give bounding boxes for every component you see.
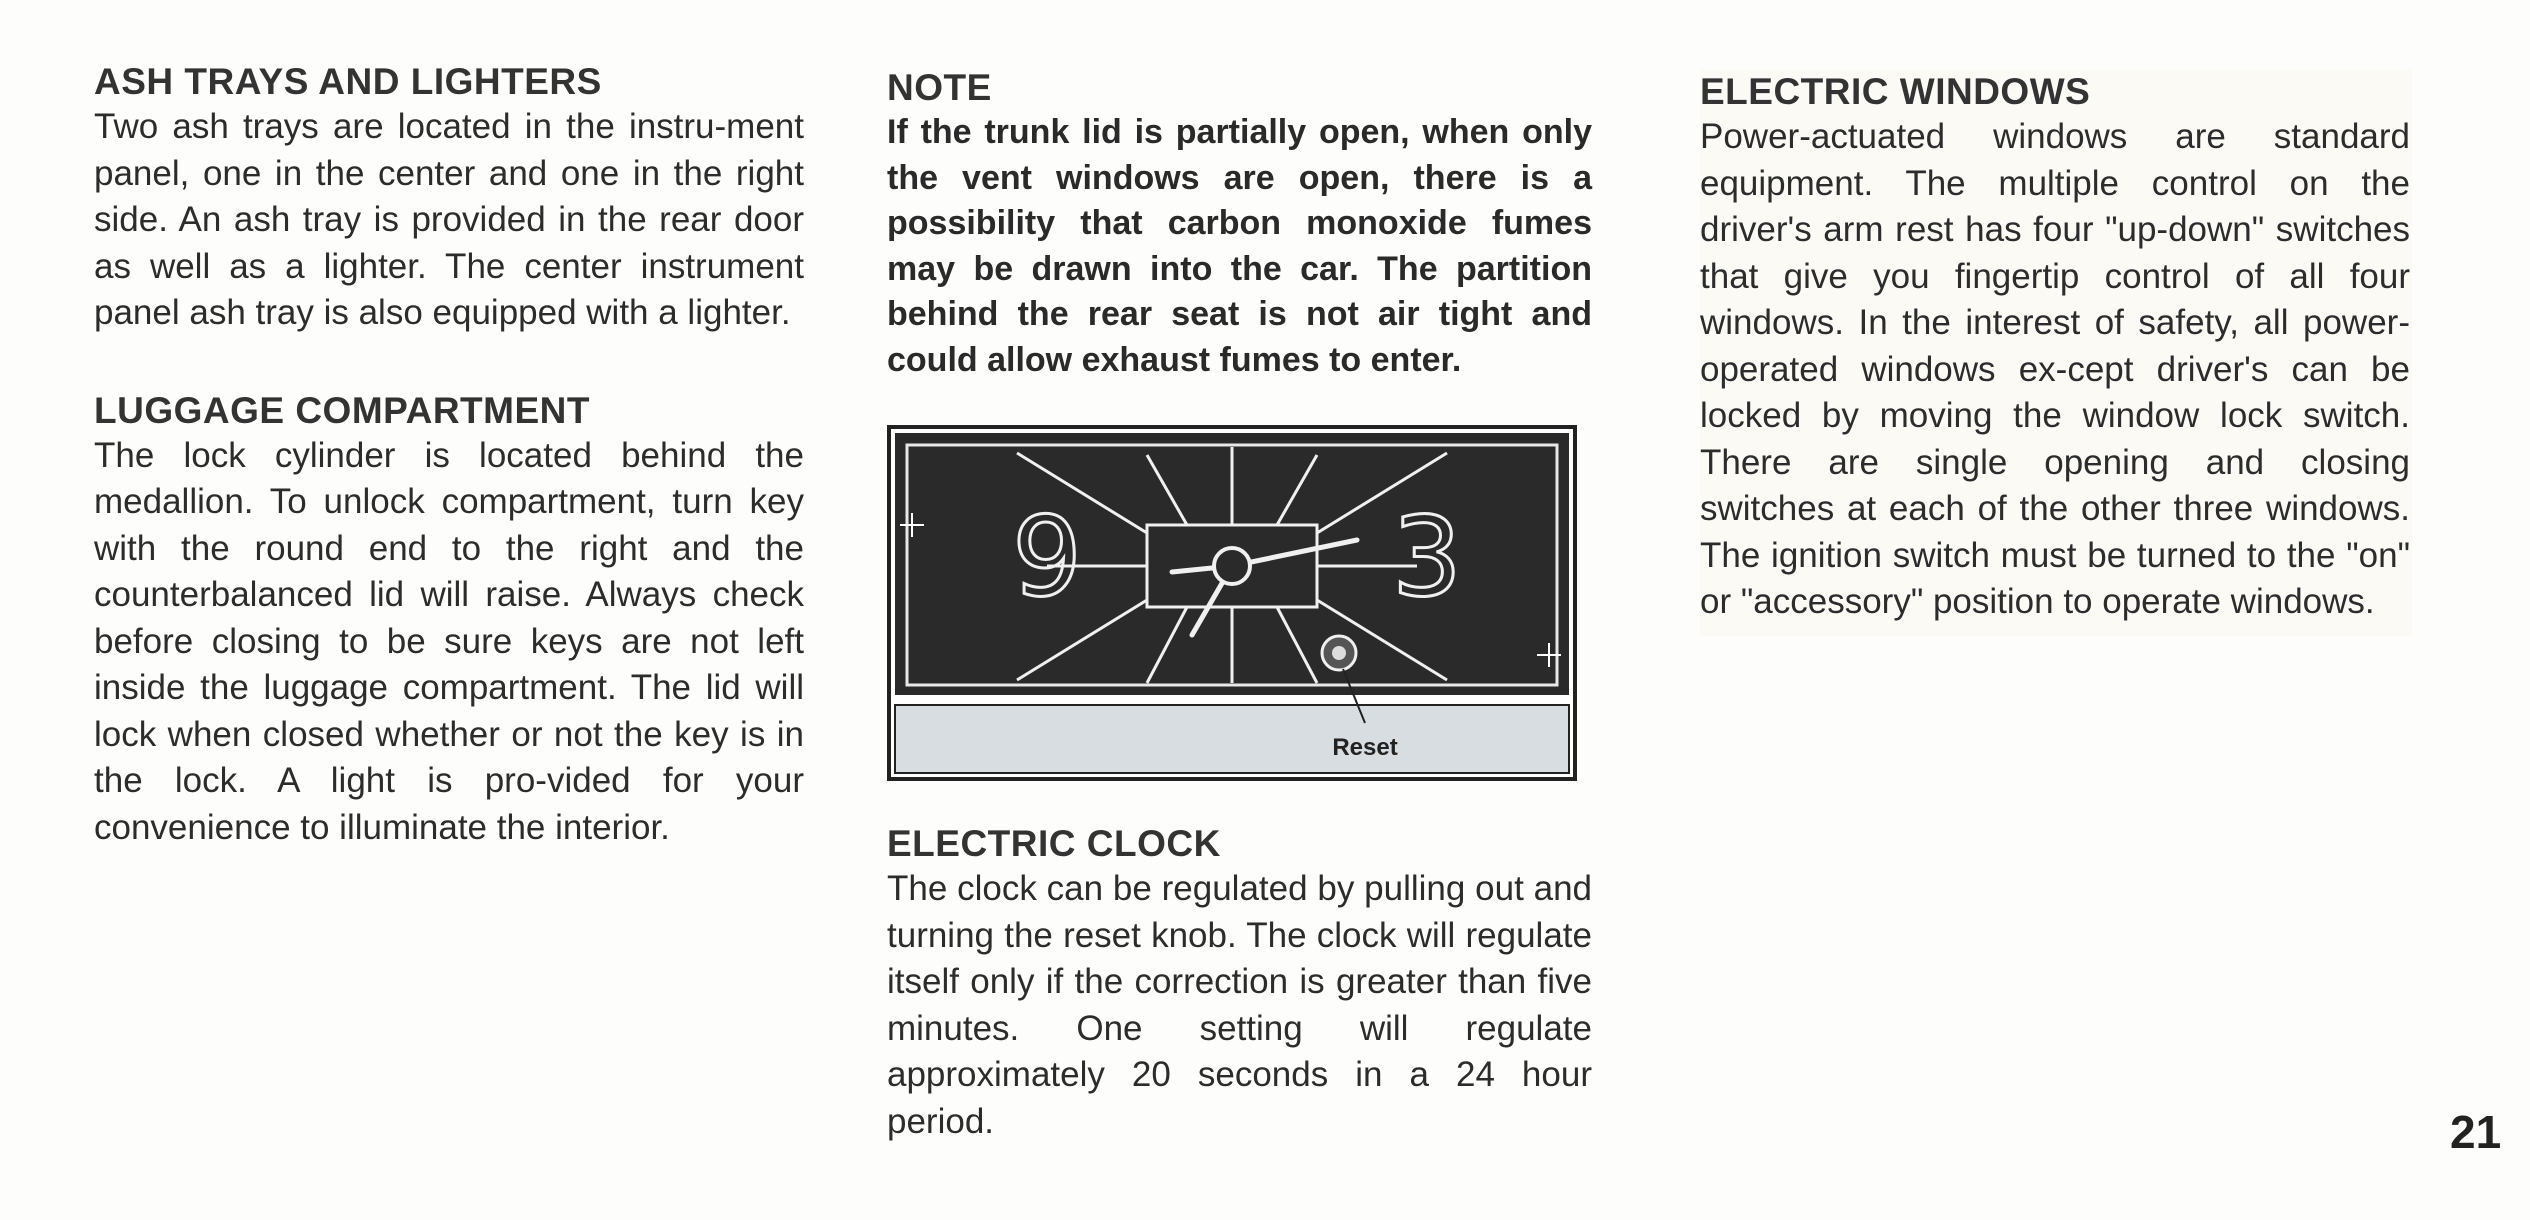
luggage-heading: LUGGAGE COMPARTMENT [94, 389, 590, 431]
reset-label: Reset [1332, 734, 1398, 761]
electric-clock-heading: ELECTRIC CLOCK [887, 823, 1221, 864]
clock-illustration [887, 425, 1577, 781]
ash-trays-heading: ASH TRAYS AND LIGHTERS [94, 61, 602, 102]
ash-trays-paragraph: Two ash trays are located in the instru-ment panel, one in the center and one in the right side. An ash tray is provided in the rear door as well as a lighter. The center instrument panel ash tray is also equipped with a lighter. [94, 107, 804, 332]
electric-windows-heading: ELECTRIC WINDOWS [1700, 71, 2091, 112]
note-paragraph: If the trunk lid is partially open, when only the vent windows are open, there is a possibility that carbon monoxide fumes may be drawn into the car. The partition behind the rear seat is not air tight and could allow exhaust fumes to enter. [887, 113, 1592, 379]
reset-knob-center [1332, 646, 1346, 660]
electric-clock-section [887, 822, 1592, 1145]
luggage-paragraph: The lock cylinder is located behind the medallion. To unlock compartment, turn key with the round end to the right and the counterbalanced lid will raise. Always check before closing to be sure keys are not left inside the luggage compartment. The lid will lock when closed whether or not the key is in the lock. A light is pro-vided for your convenience to illuminate the interior. [94, 435, 804, 847]
note-heading: NOTE [887, 67, 992, 108]
clock-center-hub [1214, 548, 1250, 584]
column-left [94, 60, 804, 851]
column-right [1700, 70, 2412, 636]
page-number: 21 [2450, 1106, 2502, 1158]
numeral-three: 3 [1392, 493, 1462, 621]
numeral-nine: 9 [1012, 493, 1082, 621]
column-middle [887, 66, 1592, 383]
electric-windows-paragraph: Power-actuated windows are standard equipment. The multiple control on the driver's arm rest has four "up-down" switches that give you fingertip control of all four windows. In the interest of safety, all power-operated windows ex-cept driver's can be locked by moving the window lock switch. There are single opening and closing switches at each of the other three windows. The ignition switch must be turned to the "on" or "accessory" position to operate windows. [1700, 117, 2410, 621]
clock-drawing [887, 425, 1577, 781]
electric-clock-paragraph: The clock can be regulated by pulling out and turning the reset knob. The clock will regulate itself only if the correction is greater than five minutes. One setting will regulate approximately 20 seconds in a 24 hour period. [887, 869, 1592, 1141]
clock-base-panel [895, 705, 1569, 773]
